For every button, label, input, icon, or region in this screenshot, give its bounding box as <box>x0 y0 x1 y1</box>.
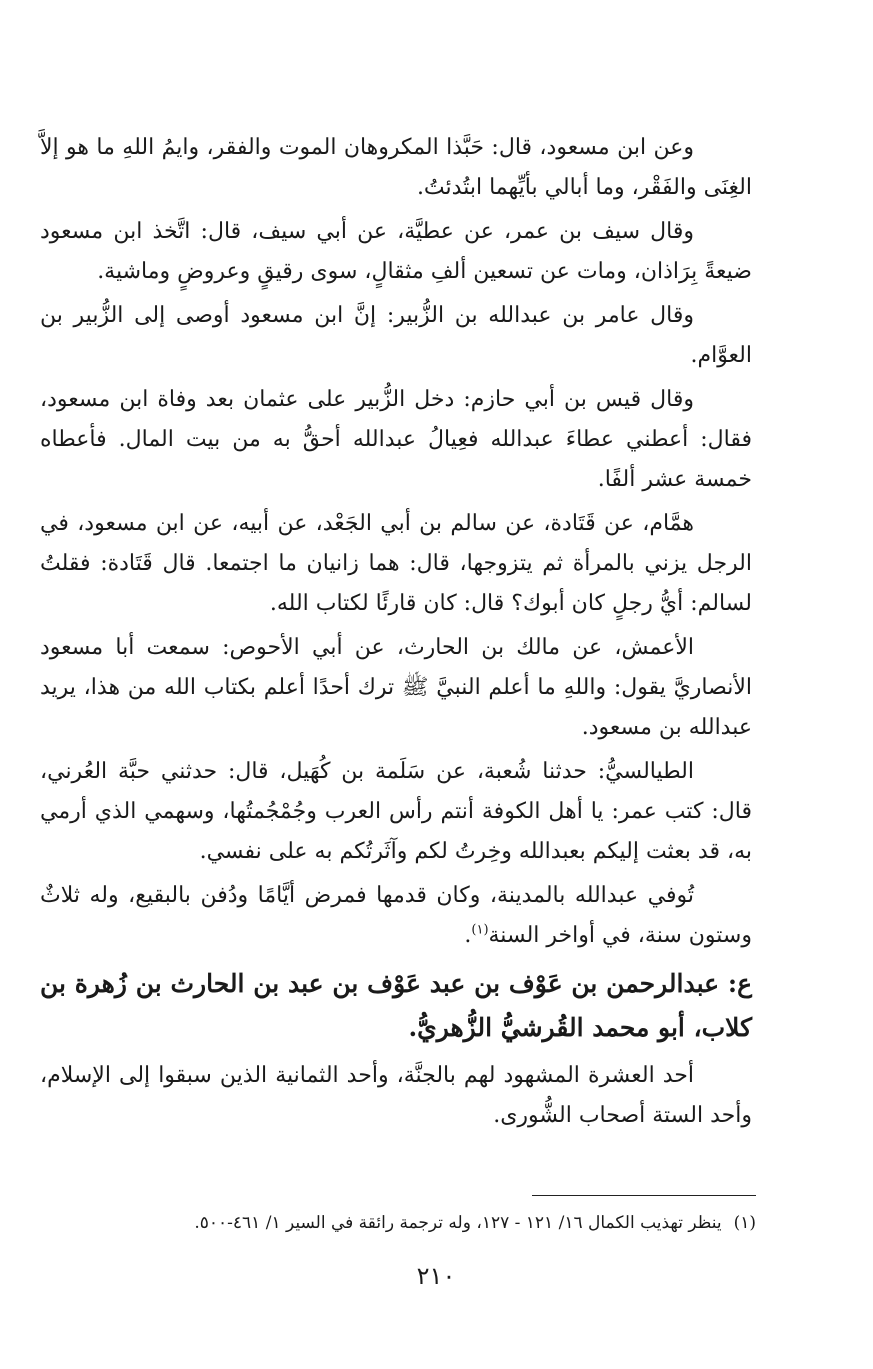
footnote-separator <box>532 1195 756 1196</box>
paragraph-death <box>40 876 752 956</box>
paragraph-hammam-qatada: همَّام، عن قَتَادة، عن سالم بن أبي الجَعْد، عن أبيه، عن ابن مسعود، في الرجل يزني بالمرأة ثم يتزوجها، قال: هما زانيان ما اجتمعا. قال قَتَادة: فقلتُ لسالم: أيُّ رجلٍ كان أبوك؟ قال: كان قارئًا لكتاب الله. <box>40 511 752 616</box>
footnote-text: ينظر تهذيب الكمال ١٦/ ١٢١ - ١٢٧، وله ترجمة رائقة في السير ١/ ٤٦١-٥٠٠. <box>194 1213 722 1233</box>
paragraph-estate-radhan: وقال سيف بن عمر، عن عطيَّة، عن أبي سيف، قال: اتَّخذ ابن مسعود ضيعةً بِرَاذان، ومات عن تسعين ألفِ مثقالٍ، سوى رقيقٍ وعروضٍ وماشية. <box>40 219 752 284</box>
page-body <box>40 128 752 1140</box>
death-end: . <box>464 923 472 948</box>
footnote-number: (١) <box>733 1213 756 1233</box>
page-number: ٢١٠ <box>416 1262 456 1290</box>
paragraph-tayalisi-umar-letter: الطيالسيُّ: حدثنا شُعبة، عن سَلَمة بن كُهَيل، قال: حدثني حبَّة العُرني، قال: كتب عمر: يا أهل الكوفة أنتم رأس العرب وجُمْجُمتُها، وسهمي الذي أرمي به، قد بعثت إليكم بعبدالله وخِرتُ لكم وآثَرتُكم به على نفسي. <box>40 759 752 864</box>
death-text: تُوفي عبدالله بالمدينة، وكان قدمها فمرض أيَّامًا ودُفن بالبقيع، وله ثلاثٌ وستون سنة، في أواخر السنة <box>40 883 752 948</box>
footnote-reference: (١) <box>471 922 489 938</box>
paragraph-amash-abu-masud: الأعمش، عن مالك بن الحارث، عن أبي الأحوص: سمعت أبا مسعود الأنصاريَّ يقول: واللهِ ما أعلم النبيَّ ﷺ ترك أحدًا أعلم بكتاب الله من هذا، يريد عبدالله بن مسعود. <box>40 635 752 740</box>
paragraph-ibn-masud-poverty: وعن ابن مسعود، قال: حَبَّذا المكروهان الموت والفقر، وايمُ اللهِ ما هو إلاَّ الغِنَى والفَقْر، وما أبالي بأيِّهما ابتُدئتُ. <box>40 135 752 200</box>
paragraph-abdurrahman-intro: أحد العشرة المشهود لهم بالجنَّة، وأحد الثمانية الذين سبقوا إلى الإسلام، وأحد الستة أصحاب الشُّورى. <box>40 1063 752 1128</box>
paragraph-will-zubayr: وقال عامر بن عبدالله بن الزُّبير: إنَّ ابن مسعود أوصى إلى الزُّبير بن العوَّام. <box>40 303 752 368</box>
paragraph-zubayr-uthman: وقال قيس بن أبي حازم: دخل الزُّبير على عثمان بعد وفاة ابن مسعود، فقال: أعطني عطاءَ عبدالله فعِيالُ عبدالله أحقُّ به من بيت المال. فأعطاه خمسة عشر ألفًا. <box>40 387 753 492</box>
footnote <box>40 1208 756 1238</box>
biography-heading: ع: عبدالرحمن بن عَوْف بن عبد عَوْف بن عبد بن الحارث بن زُهرة بن كلاب، أبو محمد القُرشيُّ الزُّهريُّ. <box>40 969 752 1042</box>
